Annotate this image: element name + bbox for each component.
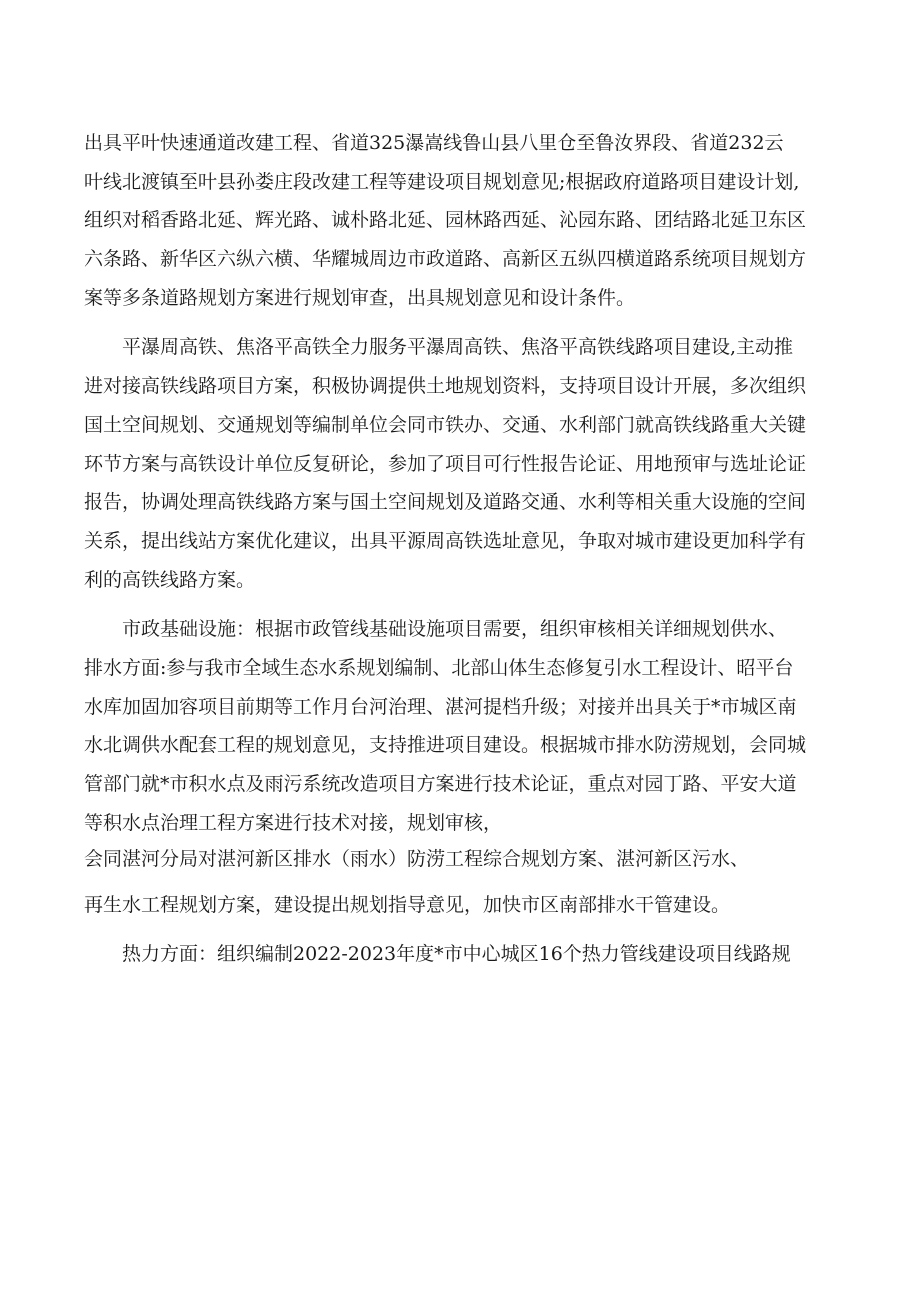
text-line: 出具平叶快速通道改建工程、省道325瀑嵩线鲁山县八里仓至鲁汝界段、省道232云 — [84, 132, 784, 154]
paragraph-heating — [84, 935, 844, 974]
text-line: 排水方面:参与我市全域生态水系规划编制、北部山体生态修复引水工程设计、昭平台 — [84, 656, 794, 679]
text-line: 水北调供水配套工程的规划意见，支持推进项目建设。根据城市排水防涝规划，会同城 — [84, 734, 807, 757]
text-line: 管部门就*市积水点及雨污系统改造项目方案进行技术论证，重点对园丁路、平安大道 — [84, 773, 797, 795]
text-line: 国土空间规划、交通规划等编制单位会同市铁办、交通、水利部门就高铁线路重大关键 — [84, 413, 807, 436]
paragraph-road-planning — [84, 124, 844, 317]
text-line: 叶线北渡镇至叶县孙娄庄段改建工程等建设项目规划意见;根据政府道路项目建设计划, — [84, 170, 800, 193]
text-line: 会同湛河分局对湛河新区排水（雨水）防涝工程综合规划方案、湛河新区污水、 — [84, 847, 750, 870]
text-line: 市政基础设施：根据市政管线基础设施项目需要，组织审核相关详细规划供水、 — [122, 618, 788, 641]
text-line: 再生水工程规划方案，建设提出规划指导意见，加快市区南部排水干管建设。 — [84, 893, 731, 916]
text-line: 利的高铁线路方案。 — [84, 568, 256, 591]
text-line: 组织对稻香路北延、辉光路、诚朴路北延、园林路西延、沁园东路、团结路北延卫东区 — [84, 209, 807, 232]
text-line: 进对接高铁线路项目方案，积极协调提供土地规划资料，支持项目设计开展，多次组织 — [84, 375, 807, 398]
document-body — [84, 124, 844, 974]
text-line: 环节方案与高铁设计单位反复研论，参加了项目可行性报告论证、用地预审与选址论证 — [84, 452, 807, 475]
text-line: 关系，提出线站方案优化建议，出具平源周高铁选址意见，争取对城市建设更加科学有 — [84, 529, 807, 552]
text-line: 六条路、新华区六纵六横、华耀城周边市政道路、高新区五纵四横道路系统项目规划方 — [84, 248, 807, 271]
text-line: 案等多条道路规划方案进行规划审查，出具规划意见和设计条件。 — [84, 286, 636, 309]
text-line: 报告，协调处理高铁线路方案与国土空间规划及道路交通、水利等相关重大设施的空间 — [84, 491, 807, 514]
text-line: 等积水点治理工程方案进行技术对接，规划审核， — [84, 811, 503, 834]
text-line: 水库加固加容项目前期等工作月台河治理、湛河提档升级；对接并出具关于*市城区南 — [84, 695, 797, 718]
paragraph-municipal-infrastructure — [84, 610, 844, 924]
paragraph-high-speed-rail — [84, 328, 844, 599]
text-line: 平瀑周高铁、焦洛平高铁全力服务平瀑周高铁、焦洛平高铁线路项目建设,主动推 — [122, 336, 794, 359]
text-line: 热力方面：组织编制2022-2023年度*市中心城区16个热力管线建设项目线路规 — [122, 943, 791, 966]
